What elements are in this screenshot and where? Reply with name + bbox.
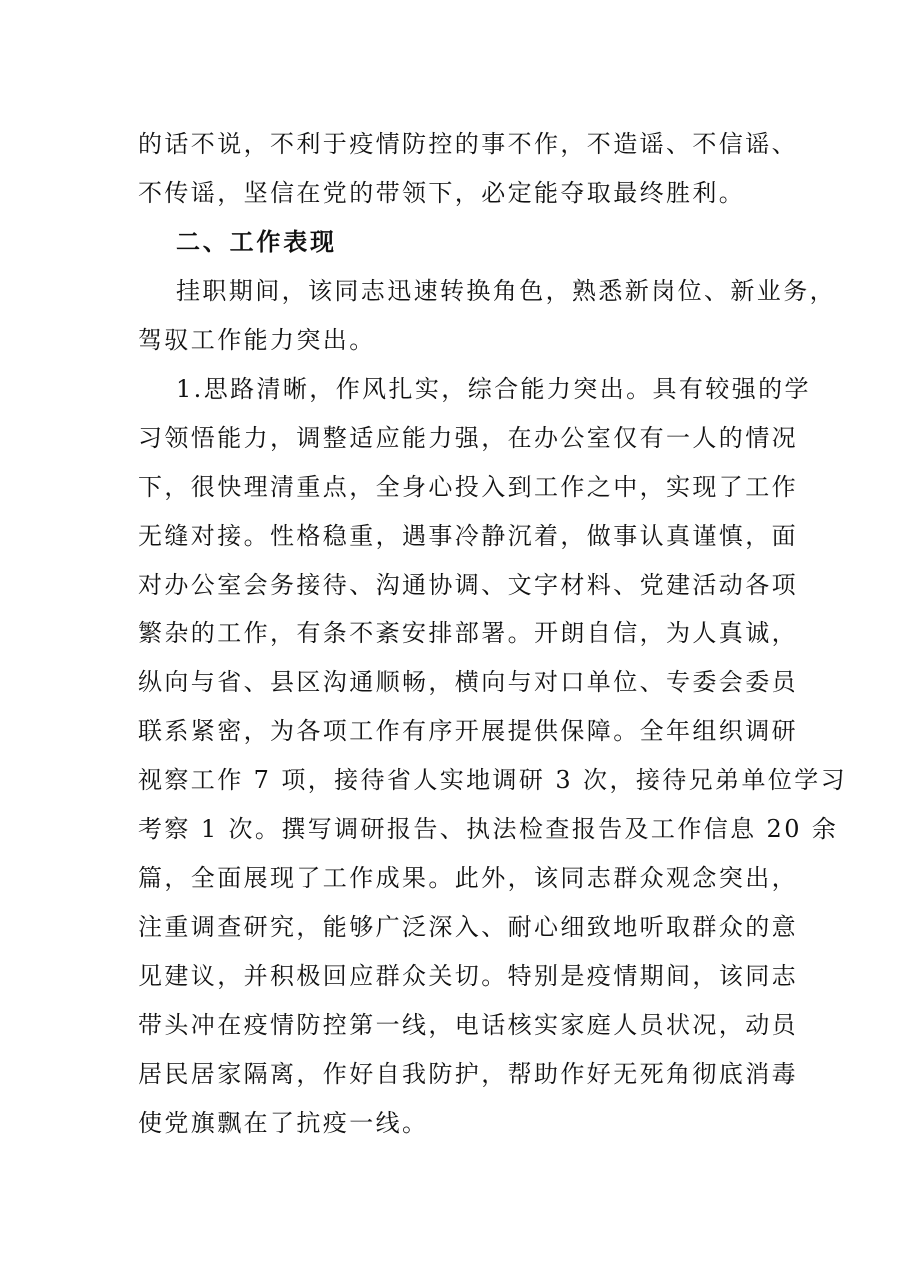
text-line: 驾驭工作能力突出。 — [138, 326, 376, 354]
text-line: 视察工作 7 项，接待省人实地调研 3 次，接待兄弟单位学习 — [138, 766, 848, 794]
text-line: 1.思路清晰，作风扎实，综合能力突出。具有较强的学 — [176, 375, 811, 403]
text-line: 见建议，并积极回应群众关切。特别是疫情期间，该同志 — [138, 962, 798, 990]
text-line: 不传谣，坚信在党的带领下，必定能夺取最终胜利。 — [138, 179, 746, 207]
text-line: 无缝对接。性格稳重，遇事冷静沉着，做事认真谨慎，面 — [138, 522, 798, 550]
text-line: 篇，全面展现了工作成果。此外，该同志群众观念突出， — [138, 864, 798, 892]
text-line: 纵向与省、县区沟通顺畅，横向与对口单位、专委会委员 — [138, 668, 798, 696]
text-line: 繁杂的工作，有条不紊安排部署。开朗自信，为人真诚， — [138, 619, 798, 647]
text-line: 考察 1 次。撰写调研报告、执法检查报告及工作信息 20 余 — [138, 815, 839, 843]
text-line: 习领悟能力，调整适应能力强，在办公室仅有一人的情况 — [138, 424, 798, 452]
text-line: 注重调查研究，能够广泛深入、耐心细致地听取群众的意 — [138, 913, 798, 941]
text-line: 使党旗飘在了抗疫一线。 — [138, 1109, 429, 1137]
text-line: 下，很快理清重点，全身心投入到工作之中，实现了工作 — [138, 473, 798, 501]
section-heading: 二、工作表现 — [176, 228, 337, 256]
text-line: 的话不说，不利于疫情防控的事不作，不造谣、不信谣、 — [138, 130, 798, 158]
text-line: 带头冲在疫情防控第一线，电话核实家庭人员状况，动员 — [138, 1011, 798, 1039]
text-line: 联系紧密，为各项工作有序开展提供保障。全年组织调研 — [138, 717, 798, 745]
text-line: 挂职期间，该同志迅速转换角色，熟悉新岗位、新业务， — [176, 277, 836, 305]
text-line: 对办公室会务接待、沟通协调、文字材料、党建活动各项 — [138, 571, 798, 599]
text-line: 居民居家隔离，作好自我防护，帮助作好无死角彻底消毒 — [138, 1060, 798, 1088]
